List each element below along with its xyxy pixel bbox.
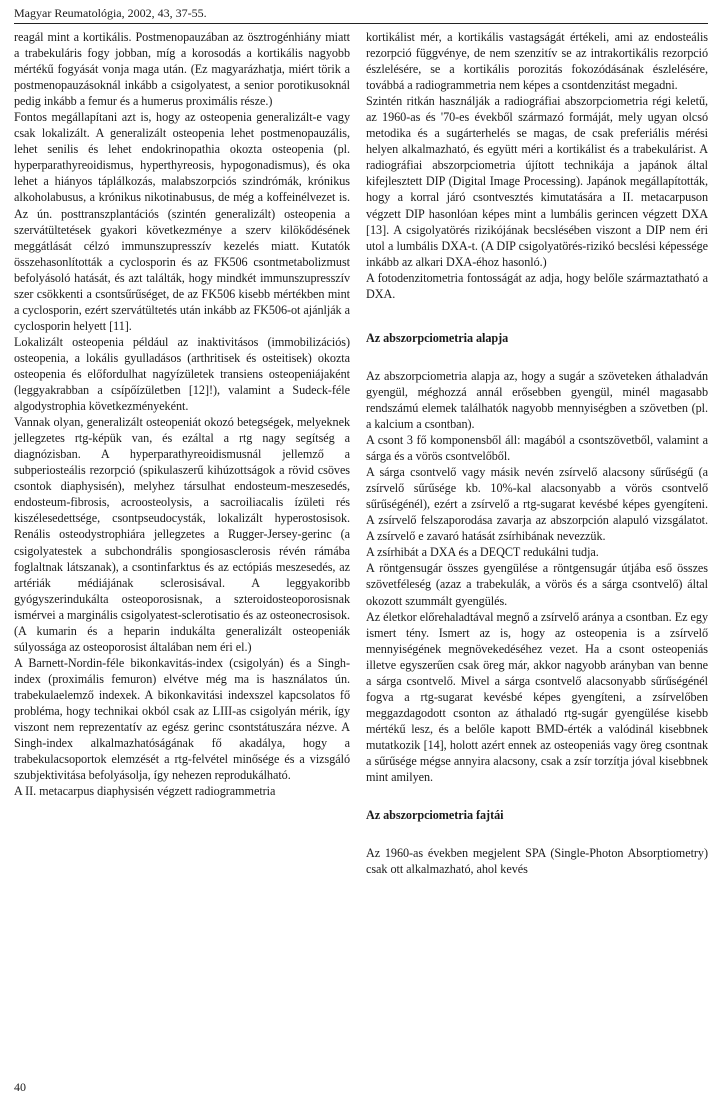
header-rule xyxy=(14,23,708,24)
paragraph: Lokalizált osteopenia például az inaktivitásos (immobilizációs) osteopenia, a lokális gyulladásos (arthritisek és osteitisek) okozta osteopenia és előfordulhat nagyízületek transiens osteopeniájaként (leggyakrabban a csípőízületben [12]!), valamint a Sudeck-féle algodystrophia következményeként. xyxy=(14,334,350,414)
spacer xyxy=(366,346,708,368)
spacer xyxy=(366,785,708,807)
paragraph: A Barnett-Nordin-féle bikonkavitás-index (csigolyán) és a Singh-index (proximális femuron) elvétve még ma is használatos ún. trabekulaelemző indexek. A bikonkavitási indexszel kapcsolatos fő probléma, hogy technikai okból csak az LIII-as csigolyán mérik, így viszont nem reprezentatív az egész gerinc csontstátuszára nézve. A Singh-index alkalmazhatóságának fő akadálya, hogy a trabekulacsoportok elemzését a rtg-felvétel minősége és a vizsgáló szubjektivitása befolyásolja, így nehezen reprodukálható. xyxy=(14,655,350,783)
paragraph: reagál mint a kortikális. Postmenopauzában az ösztrogénhiány miatt a trabekuláris fogy jobban, míg a korosodás a kortikális nagyobb mértékű fogyását vonja maga után. (Ez magyarázhatja, miért törik a postmenopauzásoknál inkább a csigolyatest, a senior porotikusoknál pedig inkább a femur és a humerus proximális része.) xyxy=(14,30,350,109)
paragraph: A zsírhibát a DXA és a DEQCT redukálni tudja. xyxy=(366,545,599,560)
paragraph: Az 1960-as években megjelent SPA (Single-Photon Absorptiometry) csak ott alkalmazható, ahol kevés xyxy=(366,846,708,877)
paragraph: Fontos megállapítani azt is, hogy az osteopenia generalizált-e vagy csak lokalizált. A generalizált osteopenia lehet postmenopauzális, lehet senilis és lehet endokrinopathia okozta osteopenia (pl. hyperparathyreoidismus, hyperthyreosis, hypogonadismus), és oka lehet a hiányos táplálkozás, malabszorpciós szindrómák, krónikus alkoholabusus, a krónikus nikotinabusus, de még a koffeinélvezet is. Az ún. posttranszplantációs (szintén generalizált) osteopenia a szervátültetések gyakori következménye a szerv kilökődésének meggátlását célzó immunszupresszív kezelés miatt. Kutatók összehasonlították a cyclosporin és az FK506 csontmetabolizmust befolyásoló hatását, és azt találták, hogy mindkét immunszupresszív szer csökkenti a csontsűrűséget, de az FK506 kisebb mértékben mint a cyclosporin, ezért szervátültetés után inkább az FK506-ot ajánlják a cyclosporin helyett [11]. xyxy=(14,110,350,333)
running-head: Magyar Reumatológia, 2002, 43, 37-55. xyxy=(14,6,207,20)
paragraph: kortikálist mér, a kortikális vastagságát értékeli, ami az endosteális rezorpció függvénye, de nem szenzitív se az intrakortikális rezorpció észlelésére, se a kortikális porozitás fokozódásának észlelésére, továbbá a radiogrammetria nem képes a csontdenzitást megadni. xyxy=(366,30,708,93)
spacer xyxy=(366,302,708,330)
paragraph: A röntgensugár összes gyengülése a röntgensugár útjába eső összes szövetféleség (azaz a trabekulák, a vörös és a sárga csontvelő) által okozott szummált gyengülés. xyxy=(366,561,708,608)
spacer xyxy=(366,823,708,845)
paragraph: A csont 3 fő komponensből áll: magából a csontszövetből, valamint a sárga és a vörös csontvelőből. xyxy=(366,433,708,464)
section-heading: Az abszorpciometria fajtái xyxy=(366,808,504,823)
paragraph: A fotodenzitometria fontosságát az adja, hogy belőle származtatható a DXA. xyxy=(366,270,708,301)
page-number: 40 xyxy=(14,1080,26,1094)
left-column xyxy=(14,29,350,799)
paragraph: A II. metacarpus diaphysisén végzett radiogrammetria xyxy=(14,784,276,799)
paragraph: Az abszorpciometria alapja az, hogy a sugár a szöveteken áthaladván gyengül, méghozzá annál erősebben gyengül, minél magasabb rendszámú elemek találhatók nagyobb mennyiségben a szövetben (pl. a kalcium a csontban). xyxy=(366,368,708,431)
right-column xyxy=(366,29,708,877)
paragraph: Az életkor előrehaladtával megnő a zsírvelő aránya a csontban. Ez egy ismert tény. Ismert az is, hogy az osteopenia is a zsírvelő mennyiségének megnövekedéséhez vezet. Ha a csont osteopeniás illetve egyszerűen csak öreg már, akkor nagyobb arányban van benne a sárga csontvelő. Mivel a sárga csontvelő alacsonyabb sűrűségénél fogva a rtg-sugarat kevésbé képes gyengíteni, a zsírvelőben meggazdagodott csonton az áthaladó rtg-sugár gyengülése kisebb mértékű lesz, és a belőle kapott BMD-érték a valódinál kisebbnek mutatkozik [14], holott azért ennek az osteopeniás vagy öreg csontnak a sűrűsége mégse annyira alacsony, csak a zsír torzítja jóval kisebbnek mint amilyen. xyxy=(366,609,708,785)
section-heading: Az abszorpciometria alapja xyxy=(366,330,509,345)
paragraph: Szintén ritkán használják a radiográfiai abszorpciometria régi keletű, az 1960-as és '70-es évekből származó formáját, mely ugyan olcsó metodika és a sugárterhelés se magas, de csak preferiális mérési helyen alkalmazható, és együtt méri a kortikálist és a trabekulárist. A radiográfiai abszorpciometria újított technikája a japánok által kifejlesztett DIP (Digital Image Processing). Japánok megállapították, hogy a korral járó csontvesztés kimutatására a II. metacarpuson végzett DIP hasonlóan képes mint a lumbális gerincen végzett DXA [13]. A csigolyatörés rizikójának becslésében viszont a DIP nem éri utol a lumbális DXA-t. (A DIP csigolyatörés-rizikó becslési képessége inkább az alkari DXA-éhoz hasonló.) xyxy=(366,94,708,269)
paragraph: A sárga csontvelő vagy másik nevén zsírvelő alacsony sűrűségű (a zsírvelő sűrűsége kb. 10%-kal alacsonyabb a vörös csontvelő sűrűségénél), ezért a zsírvelő a rtg-sugarat kevésbé képes gyengíteni. A zsírvelő felszaporodása zavarja az abszorpción alapuló vizsgálatot. A zsírvelő e zavaró hatását zsírhibának nevezzük. xyxy=(366,465,708,544)
paragraph: Vannak olyan, generalizált osteopeniát okozó betegségek, melyeknek jellegzetes rtg-képük van, és ezáltal a rtg nagy segítség a diagnózisban. A hyperparathyreoidismusnál jellemző a subperiosteális rezorpció (spikulaszerű kihúzottságok a rövid csöves csontok diaphysisén), melyhez társulhat endosteum-meszesedés, endosteum-fibrosis, acroosteolysis, a sacroiliacalis ízületi rés kiszélesedettsége, csontpseudocysták, lokalizált hyperostosisok. Renális osteodystrophiára jellegzetes a Rugger-Jersey-gerinc (a csigolyatestek a subchondrális spongiosasclerosis révén rámába foglaltnak látszanak), a csontinfarktus és az ectópiás meszesedés, az artériák médiájának sclerosisával. A leggyakoribb gyógyszerindukálta osteoporosisnak, a szteroidosteoporosisnak ismérvei a marginális csigolyatest-sclerotisatio és az osteonecrosisok. (A kumarin és a heparin indukálta generalizált osteopeniák súlyossága az osteoporosist általában nem éri el.) xyxy=(14,415,350,654)
